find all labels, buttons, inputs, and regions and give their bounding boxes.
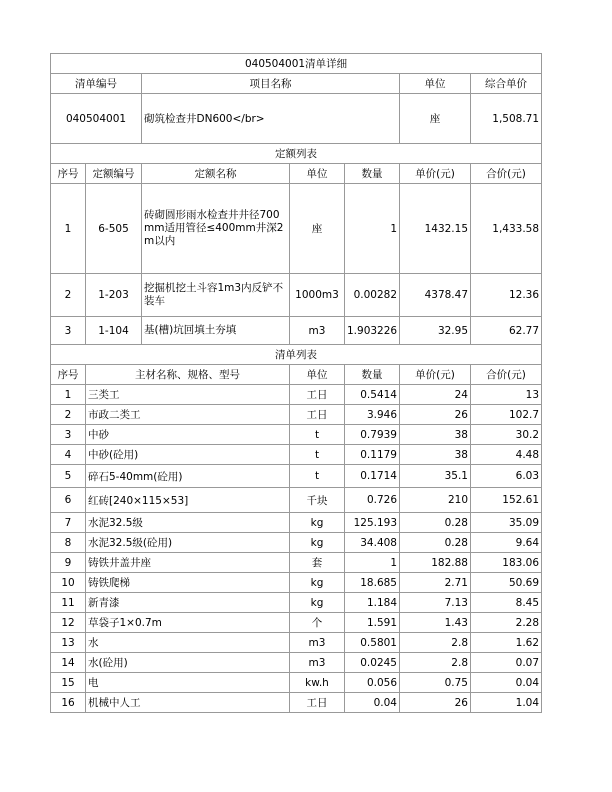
materials-row-no: 14 (51, 653, 86, 673)
materials-row-price: 0.28 (400, 533, 471, 553)
materials-row-price: 182.88 (400, 553, 471, 573)
quota-row-unit: 1000m3 (290, 274, 345, 317)
quota-row (51, 274, 542, 317)
materials-row-no: 9 (51, 553, 86, 573)
quota-row-qty: 1 (345, 184, 400, 274)
materials-row (51, 613, 542, 633)
materials-row-no: 10 (51, 573, 86, 593)
materials-row-qty: 0.5801 (345, 633, 400, 653)
quota-row-code: 1-104 (86, 317, 142, 345)
materials-row-total: 1.62 (471, 633, 542, 653)
materials-row-total: 1.04 (471, 693, 542, 713)
materials-row-name: 水泥32.5级 (86, 513, 290, 533)
materials-row-qty: 0.0245 (345, 653, 400, 673)
materials-row-price: 7.13 (400, 593, 471, 613)
materials-row-qty: 34.408 (345, 533, 400, 553)
materials-col-qty: 数量 (345, 365, 400, 385)
materials-row (51, 465, 542, 488)
materials-row-price: 38 (400, 425, 471, 445)
materials-col-name: 主材名称、规格、型号 (86, 365, 290, 385)
materials-row-no: 5 (51, 465, 86, 488)
materials-row-total: 2.28 (471, 613, 542, 633)
materials-row-unit: 套 (290, 553, 345, 573)
materials-row-name: 机械中人工 (86, 693, 290, 713)
materials-row-no: 1 (51, 385, 86, 405)
materials-row-qty: 0.1179 (345, 445, 400, 465)
materials-row (51, 673, 542, 693)
materials-row-unit: t (290, 445, 345, 465)
materials-row-price: 2.8 (400, 633, 471, 653)
materials-row-price: 24 (400, 385, 471, 405)
header-price: 综合单价 (471, 74, 542, 94)
materials-row (51, 405, 542, 425)
materials-row-unit: t (290, 425, 345, 445)
quota-section-title: 定额列表 (51, 144, 542, 164)
materials-row-unit: kg (290, 593, 345, 613)
materials-row-price: 2.8 (400, 653, 471, 673)
materials-row-qty: 18.685 (345, 573, 400, 593)
header-name: 项目名称 (142, 74, 400, 94)
materials-row-price: 210 (400, 488, 471, 513)
materials-row-total: 183.06 (471, 553, 542, 573)
materials-row-total: 30.2 (471, 425, 542, 445)
quota-row (51, 184, 542, 274)
materials-row-qty: 0.5414 (345, 385, 400, 405)
materials-row-qty: 0.1714 (345, 465, 400, 488)
materials-col-total: 合价(元) (471, 365, 542, 385)
materials-row (51, 513, 542, 533)
materials-row-price: 38 (400, 445, 471, 465)
materials-row-qty: 0.056 (345, 673, 400, 693)
materials-row-qty: 0.7939 (345, 425, 400, 445)
materials-row-name: 电 (86, 673, 290, 693)
materials-row-qty: 0.726 (345, 488, 400, 513)
item-code: 040504001 (51, 94, 142, 144)
quota-row-code: 1-203 (86, 274, 142, 317)
quota-row-name: 砖砌圆形雨水检查井井径700mm适用管径≤400mm井深2m以内 (142, 184, 290, 274)
quota-col-unit: 单位 (290, 164, 345, 184)
materials-row-total: 13 (471, 385, 542, 405)
materials-col-unit: 单位 (290, 365, 345, 385)
materials-row-total: 4.48 (471, 445, 542, 465)
materials-row-no: 2 (51, 405, 86, 425)
bill-detail-table (50, 53, 542, 713)
materials-row (51, 553, 542, 573)
materials-row-name: 中砂(砼用) (86, 445, 290, 465)
materials-row-unit: 千块 (290, 488, 345, 513)
item-price: 1,508.71 (471, 94, 542, 144)
materials-row-total: 0.07 (471, 653, 542, 673)
materials-row-no: 6 (51, 488, 86, 513)
materials-row (51, 385, 542, 405)
materials-row (51, 633, 542, 653)
materials-col-price: 单价(元) (400, 365, 471, 385)
materials-section-title: 清单列表 (51, 345, 542, 365)
quota-row-unit: 座 (290, 184, 345, 274)
materials-row-total: 102.7 (471, 405, 542, 425)
materials-row (51, 425, 542, 445)
quota-row-price: 1432.15 (400, 184, 471, 274)
materials-row-name: 铸铁爬梯 (86, 573, 290, 593)
quota-row-name: 挖掘机挖土斗容1m3内反铲不装车 (142, 274, 290, 317)
materials-row-price: 26 (400, 693, 471, 713)
materials-row-unit: m3 (290, 633, 345, 653)
quota-col-code: 定额编号 (86, 164, 142, 184)
materials-row-qty: 0.04 (345, 693, 400, 713)
header-code: 清单编号 (51, 74, 142, 94)
materials-row-no: 16 (51, 693, 86, 713)
materials-row-name: 红砖[240×115×53] (86, 488, 290, 513)
materials-row-unit: 工日 (290, 385, 345, 405)
materials-row-name: 草袋子1×0.7m (86, 613, 290, 633)
materials-row-no: 12 (51, 613, 86, 633)
materials-row (51, 488, 542, 513)
materials-row-qty: 125.193 (345, 513, 400, 533)
materials-row-price: 0.75 (400, 673, 471, 693)
quota-col-total: 合价(元) (471, 164, 542, 184)
materials-row-unit: kg (290, 533, 345, 553)
materials-row-total: 9.64 (471, 533, 542, 553)
item-name: 砌筑检查井DN600</br> (142, 94, 400, 144)
quota-row-qty: 0.00282 (345, 274, 400, 317)
quota-row-no: 3 (51, 317, 86, 345)
materials-row-name: 新青漆 (86, 593, 290, 613)
quota-col-qty: 数量 (345, 164, 400, 184)
materials-row-name: 中砂 (86, 425, 290, 445)
materials-row-no: 3 (51, 425, 86, 445)
materials-row-price: 2.71 (400, 573, 471, 593)
materials-row-unit: kw.h (290, 673, 345, 693)
materials-row-name: 水泥32.5级(砼用) (86, 533, 290, 553)
materials-row (51, 533, 542, 553)
quota-row-total: 12.36 (471, 274, 542, 317)
materials-row-price: 26 (400, 405, 471, 425)
quota-row-code: 6-505 (86, 184, 142, 274)
materials-row-name: 水 (86, 633, 290, 653)
materials-row-name: 铸铁井盖井座 (86, 553, 290, 573)
quota-row-name: 基(槽)坑回填土夯填 (142, 317, 290, 345)
materials-row-unit: t (290, 465, 345, 488)
quota-row-qty: 1.903226 (345, 317, 400, 345)
materials-row-unit: kg (290, 513, 345, 533)
materials-row-name: 三类工 (86, 385, 290, 405)
materials-row-price: 35.1 (400, 465, 471, 488)
quota-col-no: 序号 (51, 164, 86, 184)
item-unit: 座 (400, 94, 471, 144)
materials-row-unit: kg (290, 573, 345, 593)
materials-row-total: 8.45 (471, 593, 542, 613)
materials-row-unit: 个 (290, 613, 345, 633)
materials-col-no: 序号 (51, 365, 86, 385)
table-title: 040504001清单详细 (51, 54, 542, 74)
materials-row-total: 35.09 (471, 513, 542, 533)
materials-row-total: 6.03 (471, 465, 542, 488)
materials-row-qty: 1.184 (345, 593, 400, 613)
quota-row-unit: m3 (290, 317, 345, 345)
materials-row-no: 13 (51, 633, 86, 653)
materials-row-no: 11 (51, 593, 86, 613)
quota-row-price: 32.95 (400, 317, 471, 345)
quota-row-no: 1 (51, 184, 86, 274)
materials-row (51, 573, 542, 593)
materials-row-price: 0.28 (400, 513, 471, 533)
materials-row-no: 8 (51, 533, 86, 553)
materials-row (51, 653, 542, 673)
materials-row-total: 0.04 (471, 673, 542, 693)
materials-row-name: 碎石5-40mm(砼用) (86, 465, 290, 488)
quota-row-total: 1,433.58 (471, 184, 542, 274)
materials-row-unit: m3 (290, 653, 345, 673)
quota-col-name: 定额名称 (142, 164, 290, 184)
materials-row-qty: 1.591 (345, 613, 400, 633)
materials-row-name: 市政二类工 (86, 405, 290, 425)
materials-row-no: 4 (51, 445, 86, 465)
materials-row (51, 693, 542, 713)
quota-row-no: 2 (51, 274, 86, 317)
materials-row-total: 50.69 (471, 573, 542, 593)
quota-row-total: 62.77 (471, 317, 542, 345)
materials-row (51, 593, 542, 613)
materials-row-no: 15 (51, 673, 86, 693)
materials-row-total: 152.61 (471, 488, 542, 513)
materials-row-name: 水(砼用) (86, 653, 290, 673)
materials-row (51, 445, 542, 465)
header-unit: 单位 (400, 74, 471, 94)
materials-row-price: 1.43 (400, 613, 471, 633)
quota-col-price: 单价(元) (400, 164, 471, 184)
materials-row-qty: 1 (345, 553, 400, 573)
materials-row-unit: 工日 (290, 693, 345, 713)
quota-row (51, 317, 542, 345)
materials-row-qty: 3.946 (345, 405, 400, 425)
materials-row-no: 7 (51, 513, 86, 533)
materials-row-unit: 工日 (290, 405, 345, 425)
quota-row-price: 4378.47 (400, 274, 471, 317)
